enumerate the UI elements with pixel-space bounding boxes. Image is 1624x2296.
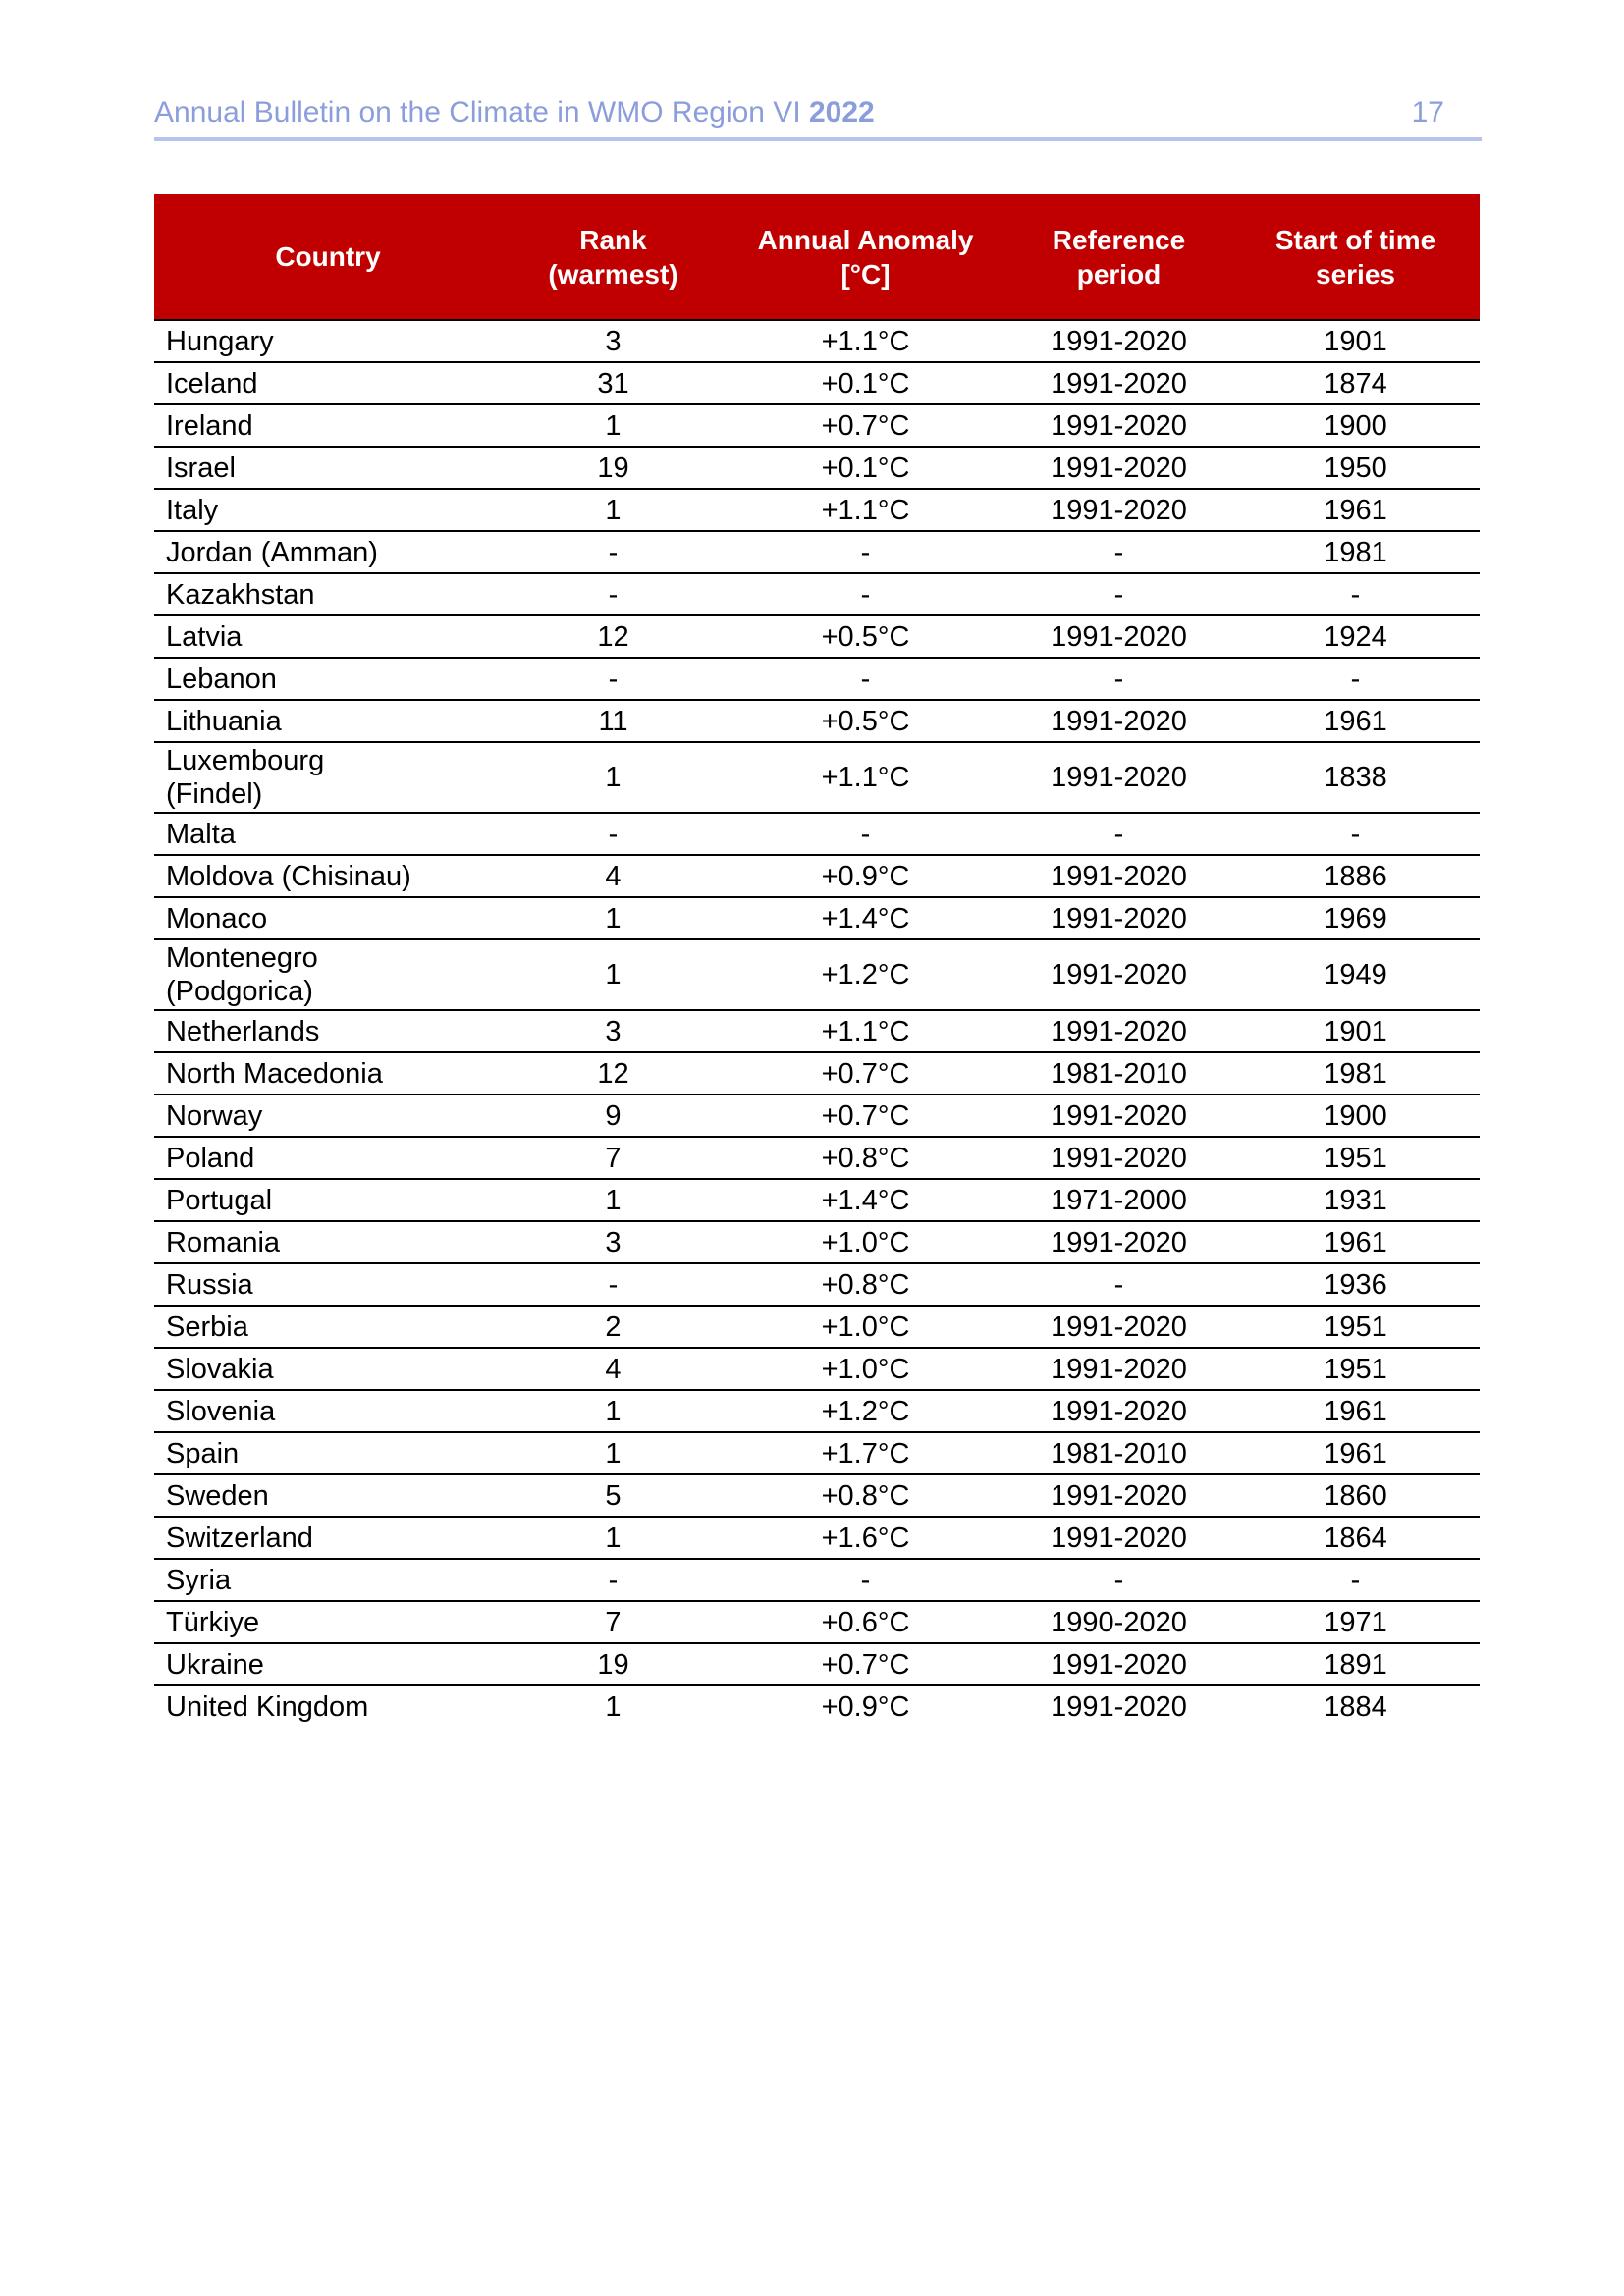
cell-start-year: 1961	[1231, 1221, 1480, 1263]
cell-anomaly: +1.1°C	[725, 489, 1006, 531]
table-row	[154, 1179, 1480, 1221]
cell-reference-period: 1981-2010	[1006, 1432, 1231, 1474]
cell-country: Netherlands	[154, 1010, 502, 1052]
cell-country: Iceland	[154, 362, 502, 404]
cell-rank: -	[502, 1263, 725, 1306]
cell-start-year: 1961	[1231, 489, 1480, 531]
cell-anomaly: +0.8°C	[725, 1137, 1006, 1179]
cell-rank: 7	[502, 1601, 725, 1643]
cell-anomaly: -	[725, 813, 1006, 855]
table-row	[154, 1432, 1480, 1474]
cell-rank: 11	[502, 700, 725, 742]
cell-start-year: -	[1231, 1559, 1480, 1601]
cell-rank: 3	[502, 1221, 725, 1263]
cell-country: Portugal	[154, 1179, 502, 1221]
cell-country: Serbia	[154, 1306, 502, 1348]
cell-rank: 1	[502, 742, 725, 813]
cell-anomaly: +1.7°C	[725, 1432, 1006, 1474]
cell-reference-period: 1991-2020	[1051, 1690, 1187, 1723]
cell-reference-period: 1990-2020	[1006, 1601, 1231, 1643]
cell-start-year: 1969	[1231, 897, 1480, 939]
cell-start-year: 1860	[1231, 1474, 1480, 1517]
cell-start-year: 1864	[1231, 1517, 1480, 1559]
cell-start-year: 1901	[1231, 1010, 1480, 1052]
cell-country: Kazakhstan	[154, 573, 502, 615]
cell-start-year: 1886	[1231, 855, 1480, 897]
cell-country: Slovakia	[154, 1348, 502, 1390]
cell-reference-period: -	[1006, 1263, 1231, 1306]
cell-rank: 19	[502, 1643, 725, 1685]
cell-start-year: 1874	[1231, 362, 1480, 404]
cell-country: Sweden	[154, 1474, 502, 1517]
cell-start-year: 1961	[1231, 700, 1480, 742]
cell-start-year: -	[1231, 658, 1480, 700]
running-header	[154, 94, 1482, 141]
cell-reference-period: -	[1006, 658, 1231, 700]
cell-start-year: 1884	[1324, 1690, 1387, 1723]
cell-start-year: 1981	[1231, 1052, 1480, 1095]
column-header-rank: Rank (warmest)	[502, 194, 725, 320]
cell-country: Malta	[154, 813, 502, 855]
table-row	[154, 897, 1480, 939]
cell-reference-period: 1991-2020	[1006, 489, 1231, 531]
cell-start-year: 1961	[1231, 1432, 1480, 1474]
table-row	[154, 320, 1480, 362]
cell-anomaly: +0.9°C	[725, 855, 1006, 897]
table-row	[154, 615, 1480, 658]
table-row	[154, 1559, 1480, 1601]
table-row	[154, 1390, 1480, 1432]
cell-anomaly: +1.1°C	[725, 742, 1006, 813]
cell-reference-period: 1991-2020	[1006, 939, 1231, 1010]
cell-country: Norway	[154, 1095, 502, 1137]
cell-reference-period: -	[1006, 813, 1231, 855]
table-row	[154, 1052, 1480, 1095]
table-row	[154, 1263, 1480, 1306]
cell-rank: 3	[502, 320, 725, 362]
table-row	[154, 531, 1480, 573]
cell-rank: 31	[502, 362, 725, 404]
column-header-annual-anomaly: Annual Anomaly [°C]	[725, 194, 1006, 320]
column-header-start-of-series: Start of time series	[1231, 194, 1480, 320]
cell-anomaly: +0.8°C	[725, 1474, 1006, 1517]
cell-rank: 3	[502, 1010, 725, 1052]
table-row	[154, 573, 1480, 615]
cell-country: Italy	[154, 489, 502, 531]
cell-rank: 1	[502, 1432, 725, 1474]
cell-country: Slovenia	[154, 1390, 502, 1432]
cell-anomaly: +0.7°C	[725, 1095, 1006, 1137]
cell-anomaly: -	[725, 531, 1006, 573]
cell-anomaly: +0.9°C	[821, 1690, 910, 1723]
cell-reference-period: 1991-2020	[1006, 1390, 1231, 1432]
cell-anomaly: +0.1°C	[725, 362, 1006, 404]
cell-rank: 1	[502, 939, 725, 1010]
cell-rank: 9	[502, 1095, 725, 1137]
cell-start-year: 1936	[1231, 1263, 1480, 1306]
cell-country: Lithuania	[154, 700, 502, 742]
cell-reference-period: 1991-2020	[1006, 1221, 1231, 1263]
cell-start-year: 1900	[1231, 1095, 1480, 1137]
cell-anomaly: +0.6°C	[725, 1601, 1006, 1643]
cell-reference-period: 1991-2020	[1006, 1095, 1231, 1137]
cell-start-year: 1931	[1231, 1179, 1480, 1221]
cell-anomaly: +1.4°C	[725, 1179, 1006, 1221]
cell-anomaly: +0.5°C	[725, 615, 1006, 658]
cell-start-year: 1951	[1231, 1306, 1480, 1348]
cell-country: Ireland	[154, 404, 502, 447]
cell-country: Montenegro (Podgorica)	[154, 939, 502, 1010]
cell-start-year: 1981	[1231, 531, 1480, 573]
cell-reference-period: -	[1006, 531, 1231, 573]
cell-reference-period: 1991-2020	[1006, 320, 1231, 362]
cell-anomaly: +1.0°C	[725, 1348, 1006, 1390]
cell-reference-period: 1991-2020	[1006, 1137, 1231, 1179]
cell-rank: 1	[502, 1517, 725, 1559]
cell-country: Spain	[154, 1432, 502, 1474]
cell-anomaly: +1.2°C	[725, 1390, 1006, 1432]
cell-reference-period: 1991-2020	[1006, 855, 1231, 897]
cell-reference-period: 1991-2020	[1006, 404, 1231, 447]
table-row	[154, 1643, 1480, 1685]
table-row	[154, 1474, 1480, 1517]
cell-country: Ukraine	[154, 1643, 502, 1685]
cell-start-year: 1891	[1231, 1643, 1480, 1685]
table-row	[154, 813, 1480, 855]
cell-reference-period: 1991-2020	[1006, 1348, 1231, 1390]
cell-anomaly: +0.7°C	[725, 1052, 1006, 1095]
cell-reference-period: 1991-2020	[1006, 742, 1231, 813]
cell-start-year: 1924	[1231, 615, 1480, 658]
cell-anomaly: +0.8°C	[725, 1263, 1006, 1306]
table-row	[154, 1137, 1480, 1179]
cell-country: Luxembourg (Findel)	[154, 742, 502, 813]
table-row	[154, 700, 1480, 742]
cell-country: Lebanon	[154, 658, 502, 700]
cell-country: Poland	[154, 1137, 502, 1179]
page-number: 17	[1411, 96, 1444, 129]
cell-anomaly: +0.7°C	[725, 404, 1006, 447]
cell-anomaly: -	[725, 573, 1006, 615]
cell-reference-period: -	[1006, 573, 1231, 615]
cell-country: Switzerland	[154, 1517, 502, 1559]
cell-start-year: 1951	[1231, 1137, 1480, 1179]
table-row	[154, 362, 1480, 404]
cell-rank: 5	[502, 1474, 725, 1517]
table-row	[154, 1095, 1480, 1137]
cell-start-year: 1951	[1231, 1348, 1480, 1390]
table-header-row	[154, 194, 1480, 320]
cell-anomaly: +0.1°C	[725, 447, 1006, 489]
cell-country: Syria	[154, 1559, 502, 1601]
country-temperature-table	[154, 194, 1480, 1727]
cell-start-year: 1961	[1231, 1390, 1480, 1432]
cell-reference-period: 1991-2020	[1006, 1010, 1231, 1052]
cell-anomaly: +1.4°C	[725, 897, 1006, 939]
table-row	[154, 939, 1480, 1010]
cell-anomaly: +0.5°C	[725, 700, 1006, 742]
cell-reference-period: 1971-2000	[1006, 1179, 1231, 1221]
cell-rank: 19	[502, 447, 725, 489]
table-row	[154, 1010, 1480, 1052]
cell-start-year: 1950	[1231, 447, 1480, 489]
cell-country: Moldova (Chisinau)	[154, 855, 502, 897]
table-body	[154, 320, 1480, 1727]
table-row	[154, 1517, 1480, 1559]
cell-country: Monaco	[154, 897, 502, 939]
bulletin-year: 2022	[809, 96, 875, 129]
cell-rank: 1	[502, 1179, 725, 1221]
table-row	[154, 742, 1480, 813]
cell-start-year: 1949	[1231, 939, 1480, 1010]
table-row	[154, 855, 1480, 897]
column-header-country: Country	[154, 194, 502, 320]
cell-anomaly: -	[725, 1559, 1006, 1601]
cell-rank: -	[502, 1559, 725, 1601]
cell-start-year: 1900	[1231, 404, 1480, 447]
cell-rank: -	[502, 531, 725, 573]
cell-rank: 1	[605, 1690, 622, 1723]
cell-rank: 1	[502, 1390, 725, 1432]
cell-anomaly: +1.0°C	[725, 1306, 1006, 1348]
table-row	[154, 1601, 1480, 1643]
cell-country: Latvia	[154, 615, 502, 658]
cell-reference-period: 1991-2020	[1006, 1517, 1231, 1559]
cell-anomaly: +1.0°C	[725, 1221, 1006, 1263]
cell-anomaly: +1.6°C	[725, 1517, 1006, 1559]
table-row	[154, 1685, 1480, 1727]
cell-country: Israel	[154, 447, 502, 489]
cell-anomaly: +1.1°C	[725, 320, 1006, 362]
cell-start-year: 1901	[1231, 320, 1480, 362]
cell-rank: 12	[502, 1052, 725, 1095]
cell-start-year: -	[1231, 573, 1480, 615]
table-row	[154, 1348, 1480, 1390]
cell-rank: 7	[502, 1137, 725, 1179]
cell-country: Russia	[154, 1263, 502, 1306]
cell-rank: 4	[502, 1348, 725, 1390]
cell-country: Hungary	[154, 320, 502, 362]
cell-rank: 12	[502, 615, 725, 658]
cell-reference-period: 1991-2020	[1006, 1306, 1231, 1348]
column-header-reference-period: Reference period	[1006, 194, 1231, 320]
cell-anomaly: +1.2°C	[725, 939, 1006, 1010]
cell-reference-period: 1981-2010	[1006, 1052, 1231, 1095]
cell-reference-period: 1991-2020	[1006, 1643, 1231, 1685]
cell-country: United Kingdom	[166, 1690, 369, 1723]
cell-country: Romania	[154, 1221, 502, 1263]
cell-reference-period: 1991-2020	[1006, 615, 1231, 658]
cell-country: Jordan (Amman)	[154, 531, 502, 573]
cell-reference-period: 1991-2020	[1006, 700, 1231, 742]
cell-rank: 1	[502, 897, 725, 939]
cell-start-year: -	[1231, 813, 1480, 855]
table-row	[154, 489, 1480, 531]
cell-reference-period: 1991-2020	[1006, 897, 1231, 939]
cell-start-year: 1838	[1231, 742, 1480, 813]
cell-rank: 1	[502, 404, 725, 447]
cell-anomaly: -	[725, 658, 1006, 700]
table-row	[154, 1306, 1480, 1348]
cell-country: Türkiye	[154, 1601, 502, 1643]
table-row	[154, 404, 1480, 447]
cell-country: North Macedonia	[154, 1052, 502, 1095]
table-row	[154, 447, 1480, 489]
cell-rank: -	[502, 573, 725, 615]
table-row	[154, 658, 1480, 700]
cell-anomaly: +1.1°C	[725, 1010, 1006, 1052]
table-row	[154, 1221, 1480, 1263]
cell-anomaly: +0.7°C	[725, 1643, 1006, 1685]
cell-rank: -	[502, 813, 725, 855]
cell-rank: 1	[502, 489, 725, 531]
cell-start-year: 1971	[1231, 1601, 1480, 1643]
cell-reference-period: 1991-2020	[1006, 362, 1231, 404]
cell-rank: -	[502, 658, 725, 700]
cell-reference-period: 1991-2020	[1006, 1474, 1231, 1517]
bulletin-title: Annual Bulletin on the Climate in WMO Region VI 2022	[154, 96, 875, 129]
cell-rank: 2	[502, 1306, 725, 1348]
cell-rank: 4	[502, 855, 725, 897]
cell-reference-period: 1991-2020	[1006, 447, 1231, 489]
cell-reference-period: -	[1006, 1559, 1231, 1601]
